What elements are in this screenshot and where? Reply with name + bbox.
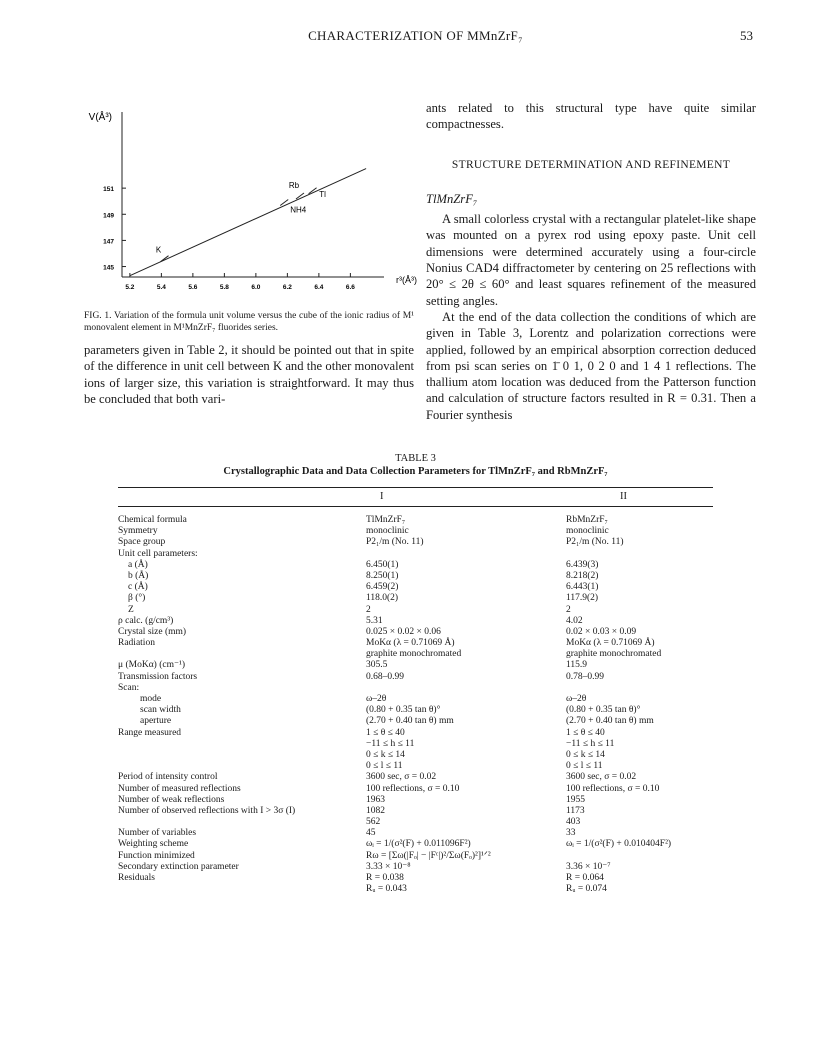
table-label: TABLE 3 [395,453,436,464]
body-paragraph: At the end of the data collection the conditions of which are given in Table 3, Lorentz and polarization corrections were applied, followed by an empirical absorption correction deduced from psi scan series on 1̄ 0 1, 0 2 0 and 1 4 1 reflections. The thallium atom location was deduced from the Patterson function and calculation of structure factors resulted in R = 0.31. Then a Fourier synthesis [426,309,756,422]
body-paragraph-continuation: ants related to this structural type have quite similar compactnesses. [426,101,756,132]
row-label: Chemical formula [118,515,187,525]
y-tick-label: 147 [103,238,114,246]
row-label: Number of variables [118,828,197,839]
table-row [118,549,713,560]
cell-compound-i: 6.459(2) [366,582,399,593]
table-row [118,728,713,739]
cell-compound-ii: 1173 [566,805,585,816]
cell-compound-ii: 0 ≤ l ≤ 11 [566,761,603,772]
table-header-rule [118,506,713,507]
right-column [426,100,756,423]
cell-compound-i: −11 ≤ h ≤ 11 [366,738,415,749]
cell-compound-i: 1963 [366,794,385,805]
table-row [118,560,713,571]
cell-compound-ii: P2₁/m (No. 11) [566,537,624,548]
table-row [118,705,713,716]
running-head: CHARACTERIZATION OF MMnZrF₇ [308,28,523,43]
figure-1-caption: FIG. 1. Variation of the formula unit volume versus the cube of the ionic radius of M¹ monovalent element in M¹MnZrF₇ fluorides series. [84,311,414,333]
row-label: Weighting scheme [118,839,189,850]
row-label: Symmetry [118,526,158,537]
cell-compound-ii: ωᵢ = 1/(σ²(F) + 0.010404F²) [566,839,672,850]
cell-compound-i: monoclinic [366,526,409,537]
cell-compound-ii: 100 reflections, σ = 0.10 [566,783,660,794]
data-point-label: Rb [288,180,300,190]
row-label: μ (MoKα) (cm⁻¹) [118,660,186,671]
cell-compound-ii: 0.02 × 0.03 × 0.09 [566,626,637,637]
cell-compound-i: 0 ≤ k ≤ 14 [366,749,405,760]
table-row [118,716,713,727]
cell-compound-ii: monoclinic [566,526,609,537]
cell-compound-ii: −11 ≤ h ≤ 11 [566,738,615,749]
cell-compound-ii: graphite monochromated [566,649,662,660]
table-row [118,761,713,772]
data-point-label: NH4 [290,205,307,215]
table-row [118,851,713,862]
row-label: ρ calc. (g/cm³) [118,615,174,626]
series-line [130,169,366,276]
x-tick-label: 6.0 [251,284,261,291]
data-point-label: Tl [319,189,326,199]
cell-compound-ii: 33 [566,828,576,839]
table-column-headers [118,488,713,506]
table-row [118,739,713,750]
cell-compound-i: 3.33 × 10⁻⁸ [366,861,411,872]
row-label: Secondary extinction parameter [118,861,239,872]
row-label: Z [128,604,134,615]
cell-compound-i: 45 [366,828,376,839]
table-row [118,784,713,795]
data-point-label: K [155,245,162,255]
table-row [118,750,713,761]
section-heading: STRUCTURE DETERMINATION AND REFINEMENT [451,158,731,171]
cell-compound-i: 562 [366,817,381,828]
cell-compound-i: 5.31 [366,615,383,626]
y-tick-label: 149 [103,212,114,220]
cell-compound-i: P2₁/m (No. 11) [366,537,424,548]
table-row [118,694,713,705]
table-row [118,683,713,694]
figure-1 [84,112,424,332]
cell-compound-ii: 8.218(2) [566,570,599,581]
row-label: Space group [118,537,166,548]
left-column [84,342,414,407]
row-label: b (Å) [128,570,149,581]
row-label: scan width [140,705,181,716]
cell-compound-ii: 3600 sec, σ = 0.02 [566,772,637,783]
cell-compound-ii: 3.36 × 10⁻⁷ [566,861,611,872]
cell-compound-i: ωᵢ = 1/(σ²(F) + 0.011096F²) [366,839,471,850]
row-label: mode [140,694,162,704]
page-header [0,28,831,48]
x-tick-label: 5.4 [156,284,166,291]
cell-compound-i: 1082 [366,805,385,816]
cell-compound-i: 8.250(1) [366,570,399,581]
cell-compound-ii: (0.80 + 0.35 tan θ)° [566,705,641,716]
cell-compound-i: 0.025 × 0.02 × 0.06 [366,626,441,637]
table-row [118,537,713,548]
table-caption: Crystallographic Data and Data Collection Parameters for TlMnZrF₇ and RbMnZrF₇ [223,466,608,477]
x-tick-label: 5.6 [188,284,198,291]
x-tick-label: 5.2 [125,284,135,291]
table-row [118,839,713,850]
row-label: a (Å) [128,559,148,570]
y-tick-label: 151 [103,186,114,194]
table-row [118,660,713,671]
cell-compound-ii: 6.443(1) [566,582,599,593]
table-row [118,873,713,884]
subsection-heading: TlMnZrF₇ [426,191,478,206]
row-label: Number of weak reflections [118,794,225,805]
cell-compound-i: 2 [366,604,371,615]
cell-compound-ii: R = 0.064 [566,873,604,883]
table-row [118,828,713,839]
row-label: β (°) [128,593,146,604]
table-row [118,649,713,660]
cell-compound-i: 1 ≤ θ ≤ 40 [366,727,405,738]
table-row [118,616,713,627]
cell-compound-ii: 1 ≤ θ ≤ 40 [566,727,605,738]
page-number: 53 [740,28,753,43]
table-body [118,515,713,895]
cell-compound-i: TlMnZrF₇ [366,515,406,525]
table-row [118,605,713,616]
table-row [118,862,713,873]
row-label: aperture [140,716,172,727]
table-row [118,772,713,783]
cell-compound-i: Rω = [Σω(|Fₒ| − |Fᶜ|)²/Σω(Fₒ)²]¹ᐟ² [366,850,491,861]
row-label: Range measured [118,727,182,738]
table-row [118,672,713,683]
table-row [118,526,713,537]
cell-compound-i: (0.80 + 0.35 tan θ)° [366,705,441,716]
column-header-i: I [380,491,384,502]
cell-compound-ii: 1955 [566,794,585,805]
table-3 [118,453,713,895]
cell-compound-i: Rᵤ = 0.043 [366,884,407,895]
cell-compound-ii: 4.02 [566,615,583,626]
table-row [118,593,713,604]
row-label: Period of intensity control [118,772,218,783]
cell-compound-ii: Rᵤ = 0.074 [566,884,607,895]
table-row [118,806,713,817]
table-row [118,817,713,828]
figure-1-chart [84,112,424,312]
cell-compound-ii: 0 ≤ k ≤ 14 [566,749,605,760]
cell-compound-i: R = 0.038 [366,873,404,883]
table-row [118,582,713,593]
cell-compound-ii: ω–2θ [566,694,587,704]
row-label: Crystal size (mm) [118,626,187,637]
table-row [118,515,713,526]
cell-compound-i: 118.0(2) [366,593,399,604]
row-label: Transmission factors [118,671,198,682]
cell-compound-i: 3600 sec, σ = 0.02 [366,772,437,783]
table-row [118,884,713,895]
row-label: Radiation [118,638,155,649]
cell-compound-i: (2.70 + 0.40 tan θ) mm [366,716,454,727]
cell-compound-i: 305.5 [366,660,388,671]
y-tick-label: 145 [103,264,114,272]
row-label: c (Å) [128,582,148,593]
x-axis-label: r³(Å³) [396,275,417,285]
row-label: Unit cell parameters: [118,548,198,559]
body-paragraph: A small colorless crystal with a rectangular platelet-like shape was mounted on a pyrex rod using epoxy paste. Unit cell dimensions were determined accurately using a four-circle Nonius CAD4 diffractometer by centering on 25 reflections with 20° ≤ 2θ ≤ 60° and least squares refinement of the measured setting angles. [426,212,756,308]
row-label: Number of measured reflections [118,783,241,794]
row-label: Number of observed reflections with I > 3σ (I) [118,805,296,816]
row-label: Residuals [118,873,155,883]
cell-compound-ii: 403 [566,817,581,828]
cell-compound-ii: (2.70 + 0.40 tan θ) mm [566,716,654,727]
x-tick-label: 6.2 [282,284,292,291]
body-paragraph: parameters given in Table 2, it should be pointed out that in spite of the difference in unit cell between K and the other monovalent ions of larger size, this variation is straightforward. It may thus be concluded that both vari- [84,343,414,406]
column-header-ii: II [620,491,627,502]
table-row [118,795,713,806]
cell-compound-i: MoKα (λ = 0.71069 Å) [366,638,455,649]
table-row [118,638,713,649]
cell-compound-i: 100 reflections, σ = 0.10 [366,783,460,794]
cell-compound-ii: 115.9 [566,660,588,671]
y-axis-label: V(Å³) [88,112,112,123]
row-label: Scan: [118,682,140,693]
cell-compound-i: 6.450(1) [366,559,399,570]
cell-compound-i: graphite monochromated [366,649,462,660]
x-tick-label: 6.4 [314,284,324,291]
x-tick-label: 5.8 [219,284,229,291]
cell-compound-i: 0.68–0.99 [366,671,404,682]
cell-compound-i: 0 ≤ l ≤ 11 [366,761,403,772]
cell-compound-ii: 117.9(2) [566,593,599,604]
table-row [118,571,713,582]
cell-compound-ii: 0.78–0.99 [566,671,604,682]
table-row [118,627,713,638]
cell-compound-ii: 2 [566,604,571,615]
x-tick-label: 6.6 [345,284,355,291]
cell-compound-ii: MoKα (λ = 0.71069 Å) [566,638,655,649]
row-label: Function minimized [118,850,195,861]
cell-compound-ii: RbMnZrF₇ [566,515,608,525]
cell-compound-i: ω–2θ [366,694,387,704]
cell-compound-ii: 6.439(3) [566,559,599,570]
